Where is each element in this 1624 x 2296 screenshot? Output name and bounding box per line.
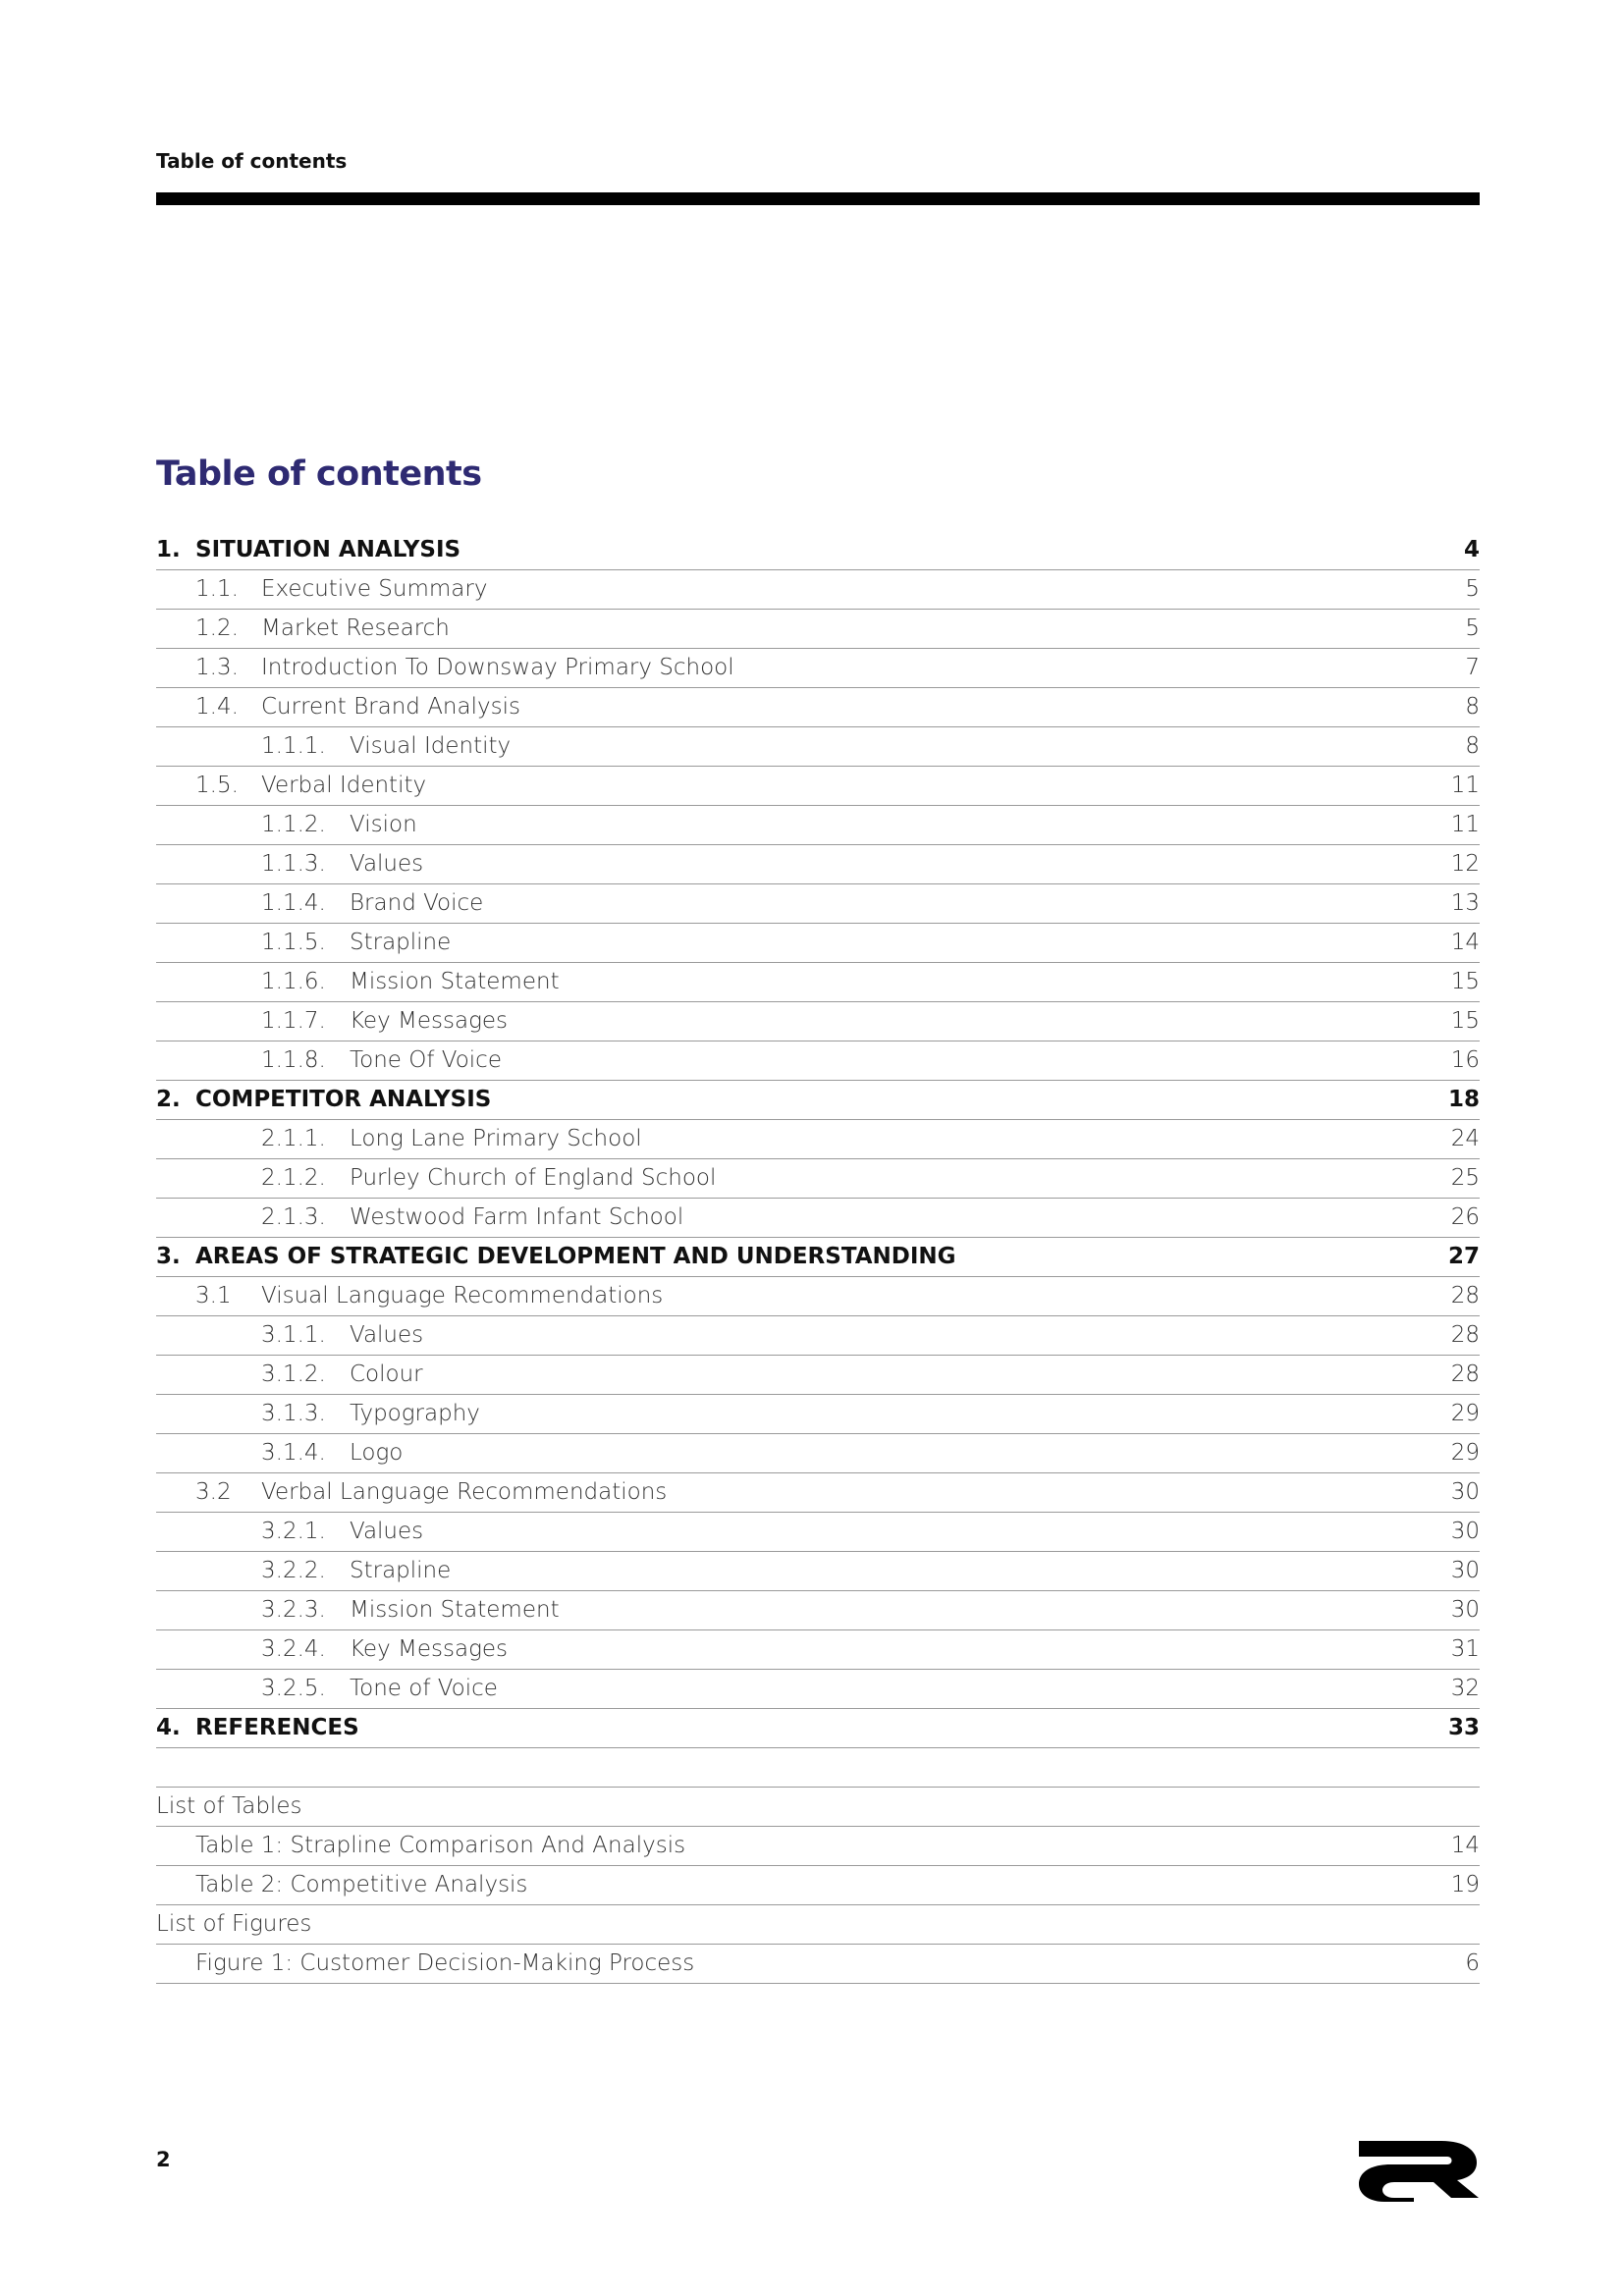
toc-entry-number: 1.3.	[195, 655, 239, 680]
toc-entry-number: 3.2	[195, 1479, 232, 1505]
toc-entry-title: Visual Language Recommendations	[261, 1283, 664, 1308]
list-entry[interactable]	[156, 1866, 1480, 1905]
toc-entry-page: 15	[1450, 1008, 1480, 1034]
toc-entry-number: 3.1.4.	[261, 1440, 326, 1466]
toc-entry-number: 3.1.3.	[261, 1401, 326, 1426]
toc-entry-page: 14	[1450, 930, 1480, 955]
toc-entry[interactable]	[156, 610, 1480, 649]
toc-entry-page: 12	[1450, 851, 1480, 877]
toc-entry-page: 8	[1465, 694, 1480, 720]
toc-entry-number: 1.1.4.	[261, 890, 326, 916]
toc-entry-page: 28	[1450, 1322, 1480, 1348]
toc-entry-title: Strapline	[350, 1558, 452, 1583]
toc-entry-title: Tone of Voice	[350, 1676, 498, 1701]
toc-entry-page: 4	[1463, 537, 1480, 562]
list-entry-page: 14	[1450, 1833, 1480, 1858]
toc-entry[interactable]	[156, 649, 1480, 688]
toc-entry-number: 2.1.3.	[261, 1204, 326, 1230]
toc-entry[interactable]	[156, 1356, 1480, 1395]
toc-entry-number: 1.	[156, 537, 181, 562]
toc-entry-title: Verbal Identity	[261, 773, 427, 798]
toc-entry-title: Brand Voice	[350, 890, 484, 916]
toc-entry-number: 3.2.5.	[261, 1676, 326, 1701]
toc-entry-title: Purley Church of England School	[350, 1165, 717, 1191]
toc-entry-number: 3.1.2.	[261, 1362, 326, 1387]
toc-entry-page: 18	[1447, 1087, 1480, 1112]
running-header: Table of contents	[156, 149, 348, 173]
toc-entry-title: Westwood Farm Infant School	[350, 1204, 684, 1230]
toc-entry-number: 3.2.1.	[261, 1519, 326, 1544]
toc-entry[interactable]	[156, 1709, 1480, 1748]
toc-entry-number: 1.1.6.	[261, 969, 326, 994]
toc-entry[interactable]	[156, 1434, 1480, 1473]
toc-entry[interactable]	[156, 1081, 1480, 1120]
table-of-contents	[156, 531, 1480, 1984]
page-title: Table of contents	[156, 454, 482, 494]
toc-entry-page: 30	[1450, 1479, 1480, 1505]
toc-entry[interactable]	[156, 1159, 1480, 1199]
toc-entry-title: Visual Identity	[350, 733, 512, 759]
toc-entry-title: Mission Statement	[350, 1597, 560, 1623]
toc-entry-page: 29	[1450, 1401, 1480, 1426]
toc-entry-page: 11	[1450, 812, 1480, 837]
list-entry-page: 6	[1465, 1950, 1480, 1976]
toc-entry-page: 5	[1465, 615, 1480, 641]
toc-entry-title: Values	[350, 1322, 424, 1348]
toc-entry[interactable]	[156, 806, 1480, 845]
toc-entry-number: 3.2.2.	[261, 1558, 326, 1583]
toc-entry[interactable]	[156, 845, 1480, 884]
list-entry-title: Table 2: Competitive Analysis	[195, 1872, 528, 1897]
toc-entry-number: 2.	[156, 1087, 181, 1112]
toc-entry[interactable]	[156, 1002, 1480, 1041]
toc-entry-number: 2.1.1.	[261, 1126, 326, 1151]
brand-logo	[1355, 2135, 1483, 2204]
toc-entry-title: Typography	[350, 1401, 480, 1426]
list-heading-label: List of Tables	[156, 1793, 302, 1819]
toc-entry[interactable]	[156, 1670, 1480, 1709]
toc-entry-page: 13	[1450, 890, 1480, 916]
toc-entry[interactable]	[156, 963, 1480, 1002]
toc-entry-number: 1.5.	[195, 773, 239, 798]
toc-entry-number: 1.4.	[195, 694, 239, 720]
toc-entry-number: 1.2.	[195, 615, 239, 641]
toc-entry-title: COMPETITOR ANALYSIS	[195, 1087, 492, 1112]
list-heading	[156, 1788, 1480, 1827]
page-number: 2	[156, 2148, 171, 2171]
toc-entry-number: 3.	[156, 1244, 181, 1269]
toc-entry-page: 30	[1450, 1519, 1480, 1544]
toc-entry[interactable]	[156, 1591, 1480, 1630]
toc-entry[interactable]	[156, 570, 1480, 610]
spacer-row	[156, 1748, 1480, 1788]
toc-entry[interactable]	[156, 1120, 1480, 1159]
toc-entry-number: 1.1.5.	[261, 930, 326, 955]
toc-entry-title: Key Messages	[350, 1636, 508, 1662]
toc-entry-page: 28	[1450, 1362, 1480, 1387]
toc-entry-title: Vision	[350, 812, 417, 837]
toc-entry-title: Values	[350, 851, 424, 877]
toc-entry[interactable]	[156, 1395, 1480, 1434]
toc-entry-title: Key Messages	[350, 1008, 508, 1034]
toc-entry[interactable]	[156, 727, 1480, 767]
toc-entry[interactable]	[156, 531, 1480, 570]
header-rule	[156, 192, 1480, 205]
toc-entry-number: 1.1.8.	[261, 1047, 326, 1073]
list-entry-title: Table 1: Strapline Comparison And Analysis	[195, 1833, 686, 1858]
toc-entry-title: Mission Statement	[350, 969, 560, 994]
toc-entry[interactable]	[156, 1473, 1480, 1513]
toc-entry-title: Colour	[350, 1362, 423, 1387]
toc-entry-page: 5	[1465, 576, 1480, 602]
toc-entry-number: 1.1.	[195, 576, 239, 602]
toc-entry-page: 32	[1450, 1676, 1480, 1701]
toc-entry-page: 8	[1465, 733, 1480, 759]
toc-entry[interactable]	[156, 1238, 1480, 1277]
toc-entry-page: 16	[1450, 1047, 1480, 1073]
toc-entry-title: Current Brand Analysis	[261, 694, 520, 720]
toc-entry-title: SITUATION ANALYSIS	[195, 537, 461, 562]
toc-entry-page: 26	[1450, 1204, 1480, 1230]
toc-entry[interactable]	[156, 1199, 1480, 1238]
list-heading-label: List of Figures	[156, 1911, 312, 1937]
toc-entry-title: Strapline	[350, 930, 452, 955]
list-heading	[156, 1905, 1480, 1945]
toc-entry-page: 31	[1450, 1636, 1480, 1662]
toc-entry[interactable]	[156, 1316, 1480, 1356]
toc-entry-number: 1.1.3.	[261, 851, 326, 877]
toc-entry-page: 25	[1450, 1165, 1480, 1191]
toc-entry-page: 33	[1447, 1715, 1480, 1740]
toc-entry-title: Executive Summary	[261, 576, 488, 602]
toc-entry-page: 28	[1450, 1283, 1480, 1308]
toc-entry[interactable]	[156, 1513, 1480, 1552]
toc-entry-page: 29	[1450, 1440, 1480, 1466]
list-entry-title: Figure 1: Customer Decision-Making Process	[195, 1950, 695, 1976]
toc-entry-number: 3.2.3.	[261, 1597, 326, 1623]
toc-entry-page: 27	[1447, 1244, 1480, 1269]
toc-entry-title: Market Research	[261, 615, 450, 641]
toc-entry[interactable]	[156, 924, 1480, 963]
toc-entry-number: 1.1.7.	[261, 1008, 326, 1034]
toc-entry-number: 3.1	[195, 1283, 232, 1308]
toc-entry[interactable]	[156, 767, 1480, 806]
toc-entry-title: Logo	[350, 1440, 404, 1466]
toc-entry-number: 3.2.4.	[261, 1636, 326, 1662]
toc-entry[interactable]	[156, 1552, 1480, 1591]
toc-entry-title: Tone Of Voice	[350, 1047, 502, 1073]
list-entry[interactable]	[156, 1827, 1480, 1866]
toc-entry-title: REFERENCES	[195, 1715, 359, 1740]
list-entry-page: 19	[1450, 1872, 1480, 1897]
toc-entry[interactable]	[156, 688, 1480, 727]
toc-entry-title: Values	[350, 1519, 424, 1544]
toc-entry-title: Verbal Language Recommendations	[261, 1479, 668, 1505]
toc-entry-number: 3.1.1.	[261, 1322, 326, 1348]
toc-entry[interactable]	[156, 884, 1480, 924]
toc-entry-title: AREAS OF STRATEGIC DEVELOPMENT AND UNDERSTANDING	[195, 1244, 956, 1269]
toc-entry-page: 24	[1450, 1126, 1480, 1151]
toc-entry-title: Introduction To Downsway Primary School	[261, 655, 734, 680]
toc-entry-page: 15	[1450, 969, 1480, 994]
toc-entry-number: 1.1.1.	[261, 733, 326, 759]
toc-entry[interactable]	[156, 1041, 1480, 1081]
toc-entry-number: 4.	[156, 1715, 181, 1740]
toc-entry-page: 11	[1450, 773, 1480, 798]
toc-entry-number: 2.1.2.	[261, 1165, 326, 1191]
toc-entry-page: 7	[1465, 655, 1480, 680]
toc-entry-title: Long Lane Primary School	[350, 1126, 642, 1151]
toc-entry-page: 30	[1450, 1558, 1480, 1583]
toc-entry[interactable]	[156, 1277, 1480, 1316]
toc-entry-number: 1.1.2.	[261, 812, 326, 837]
toc-entry-page: 30	[1450, 1597, 1480, 1623]
list-entry[interactable]	[156, 1945, 1480, 1984]
toc-entry[interactable]	[156, 1630, 1480, 1670]
